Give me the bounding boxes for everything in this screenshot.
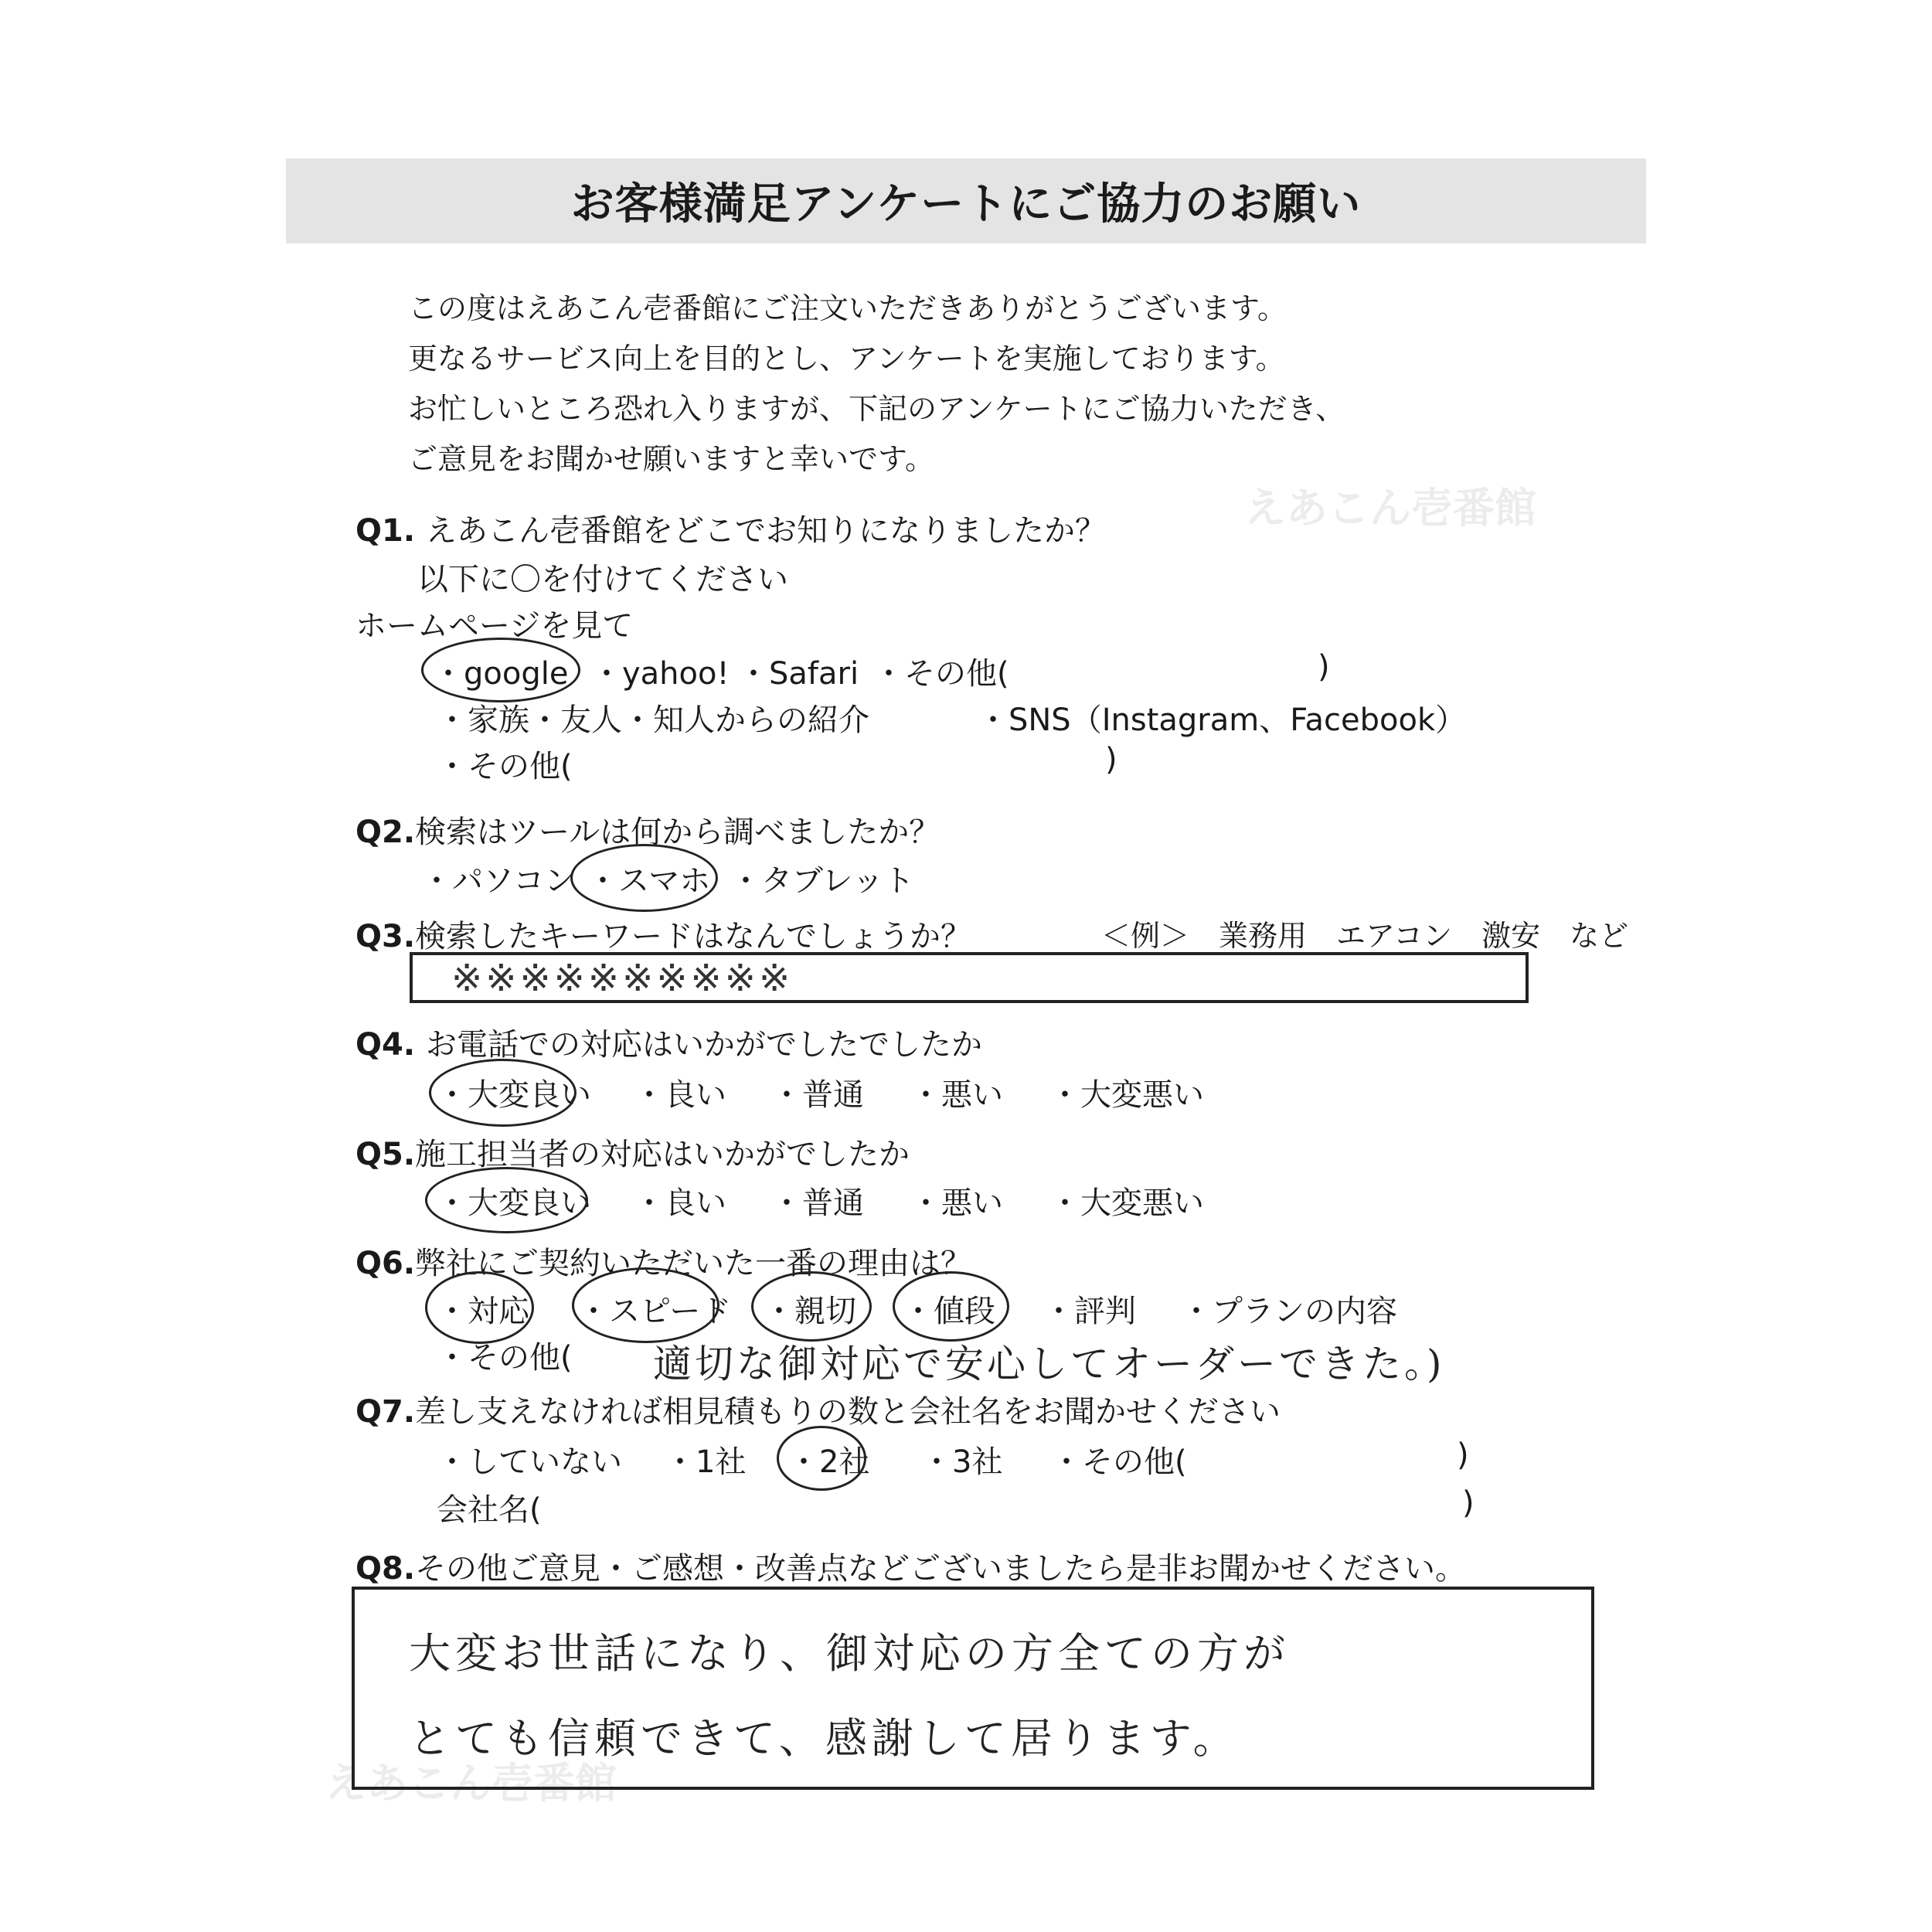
- q7-other-close: ): [1457, 1437, 1469, 1473]
- q6-text: 弊社にご契約いただいた一番の理由は？: [415, 1246, 972, 1281]
- q7-option-other[interactable]: ・その他(: [1051, 1444, 1187, 1480]
- q4-option-very-bad[interactable]: ・大変悪い: [1049, 1077, 1204, 1113]
- page-title: お客様満足アンケートにご協力のお願い: [570, 179, 1362, 230]
- q3-text: 検索したキーワードはなんでしょうか？: [415, 919, 972, 954]
- q1-option-family[interactable]: ・家族・友人・知人からの紹介: [437, 702, 869, 738]
- q1-option-safari[interactable]: ・Safari: [738, 656, 859, 692]
- q8-answer-line-1: 大変お世話になり、御対応の方全ての方が: [409, 1629, 1290, 1678]
- q2-option-smartphone[interactable]: ・スマホ: [587, 863, 711, 899]
- q3-number: Q3.: [355, 919, 416, 954]
- q5-option-bad[interactable]: ・悪い: [910, 1185, 1003, 1221]
- q4-option-bad[interactable]: ・悪い: [910, 1077, 1003, 1113]
- q1-option-other[interactable]: ・その他(: [437, 749, 573, 784]
- intro-line-2: 更なるサービス向上を目的とし、アンケートを実施しております。: [408, 342, 1285, 376]
- q7-option-1[interactable]: ・1社: [665, 1444, 747, 1480]
- answer-circle-speed: [572, 1267, 719, 1343]
- intro-line-4: ご意見をお聞かせ願いますと幸いです。: [408, 442, 934, 476]
- q6-option-reputation[interactable]: ・評判: [1043, 1294, 1136, 1329]
- q1-number: Q1.: [355, 513, 416, 549]
- q7-heading: [355, 1387, 1281, 1431]
- q3-keyword-redacted: ※※※※※※※※※※: [451, 957, 794, 1000]
- q7-company-close: ): [1462, 1485, 1475, 1521]
- q1-other-hp-close: ): [1318, 649, 1330, 685]
- answer-circle-q4: [429, 1059, 577, 1127]
- answer-circle-price: [893, 1271, 1009, 1342]
- q6-option-kindness[interactable]: ・親切: [764, 1294, 856, 1329]
- q6-number: Q6.: [355, 1246, 416, 1281]
- q6-handwritten-answer: 適切な御対応で安心してオーダーできた。): [653, 1342, 1445, 1386]
- q1-option-sns[interactable]: ・SNS（Instagram、Facebook）: [978, 702, 1467, 738]
- q8-answer-box[interactable]: [352, 1587, 1594, 1790]
- q5-option-very-good[interactable]: ・大変良い: [437, 1185, 591, 1221]
- q3-heading: [355, 912, 971, 956]
- q8-heading: [355, 1544, 1466, 1588]
- q7-option-3[interactable]: ・3社: [921, 1444, 1003, 1480]
- q1-option-yahoo[interactable]: ・yahoo!: [591, 656, 730, 692]
- answer-circle-google: [421, 638, 580, 702]
- q7-number: Q7.: [355, 1394, 416, 1430]
- q6-option-response[interactable]: ・対応: [437, 1294, 529, 1329]
- answer-circle-smartphone: [570, 844, 718, 912]
- q2-number: Q2.: [355, 815, 416, 850]
- q8-text: その他ご意見・ご感想・改善点などございましたら是非お聞かせください。: [415, 1551, 1467, 1587]
- q4-heading: [355, 1020, 982, 1064]
- q5-number: Q5.: [355, 1137, 416, 1172]
- q8-answer-line-2: とても信頼できて、感謝して居ります。: [409, 1714, 1240, 1763]
- intro-line-1: この度はえあこん壱番館にご注文いただきありがとうございます。: [408, 291, 1287, 325]
- q7-option-none[interactable]: ・していない: [437, 1444, 622, 1480]
- q2-text: 検索はツールは何から調べましたか？: [415, 815, 940, 850]
- q5-option-normal[interactable]: ・普通: [771, 1185, 864, 1221]
- answer-circle-2-companies: [777, 1426, 866, 1491]
- q1-other-close: ): [1105, 742, 1117, 777]
- title-band: [286, 158, 1646, 243]
- q1-option-google[interactable]: ・google: [433, 656, 569, 692]
- q6-option-other[interactable]: ・その他(: [437, 1340, 573, 1376]
- q6-option-plan[interactable]: ・プランの内容: [1181, 1294, 1397, 1329]
- q5-option-good[interactable]: ・良い: [634, 1185, 726, 1221]
- q1-text: えあこん壱番館をどこでお知りになりましたか？: [425, 513, 1106, 549]
- q4-option-normal[interactable]: ・普通: [771, 1077, 864, 1113]
- q4-option-very-good[interactable]: ・大変良い: [437, 1077, 591, 1113]
- q3-example: ＜例＞ 業務用 エアコン 激安 など: [1101, 919, 1629, 953]
- q5-text: 施工担当者の対応はいかがでしたか: [415, 1137, 910, 1172]
- q5-option-very-bad[interactable]: ・大変悪い: [1049, 1185, 1204, 1221]
- q6-option-price[interactable]: ・値段: [903, 1294, 995, 1329]
- answer-circle-kindness: [751, 1271, 872, 1342]
- intro-line-3: お忙しいところ恐れ入りますが、下記のアンケートにご協力いただき、: [408, 392, 1345, 426]
- q5-heading: [355, 1130, 910, 1174]
- q1-heading: [355, 506, 1106, 550]
- q2-option-tablet[interactable]: ・タブレット: [730, 863, 914, 899]
- q2-option-pc[interactable]: ・パソコン: [421, 863, 576, 899]
- q7-option-2[interactable]: ・2社: [788, 1444, 870, 1480]
- q3-keyword-box[interactable]: [410, 952, 1529, 1003]
- q1-group-label: ホームページを見て: [355, 608, 634, 644]
- q4-text: お電話での対応はいかがでしたでしたか: [425, 1027, 982, 1063]
- watermark-bottom: えあこん壱番館: [325, 1759, 617, 1808]
- q4-option-good[interactable]: ・良い: [634, 1077, 726, 1113]
- q8-number: Q8.: [355, 1551, 416, 1587]
- q7-company-label[interactable]: 会社名(: [437, 1492, 542, 1528]
- q1-subtext: 以下に〇を付けてください: [417, 562, 788, 597]
- q7-text: 差し支えなければ相見積もりの数と会社名をお聞かせください: [415, 1394, 1281, 1430]
- q1-option-other-hp[interactable]: ・その他(: [873, 656, 1009, 692]
- watermark-top: えあこん壱番館: [1244, 484, 1536, 532]
- q4-number: Q4.: [355, 1027, 416, 1063]
- q6-option-speed[interactable]: ・スピード: [578, 1294, 732, 1329]
- answer-circle-q5: [425, 1167, 588, 1233]
